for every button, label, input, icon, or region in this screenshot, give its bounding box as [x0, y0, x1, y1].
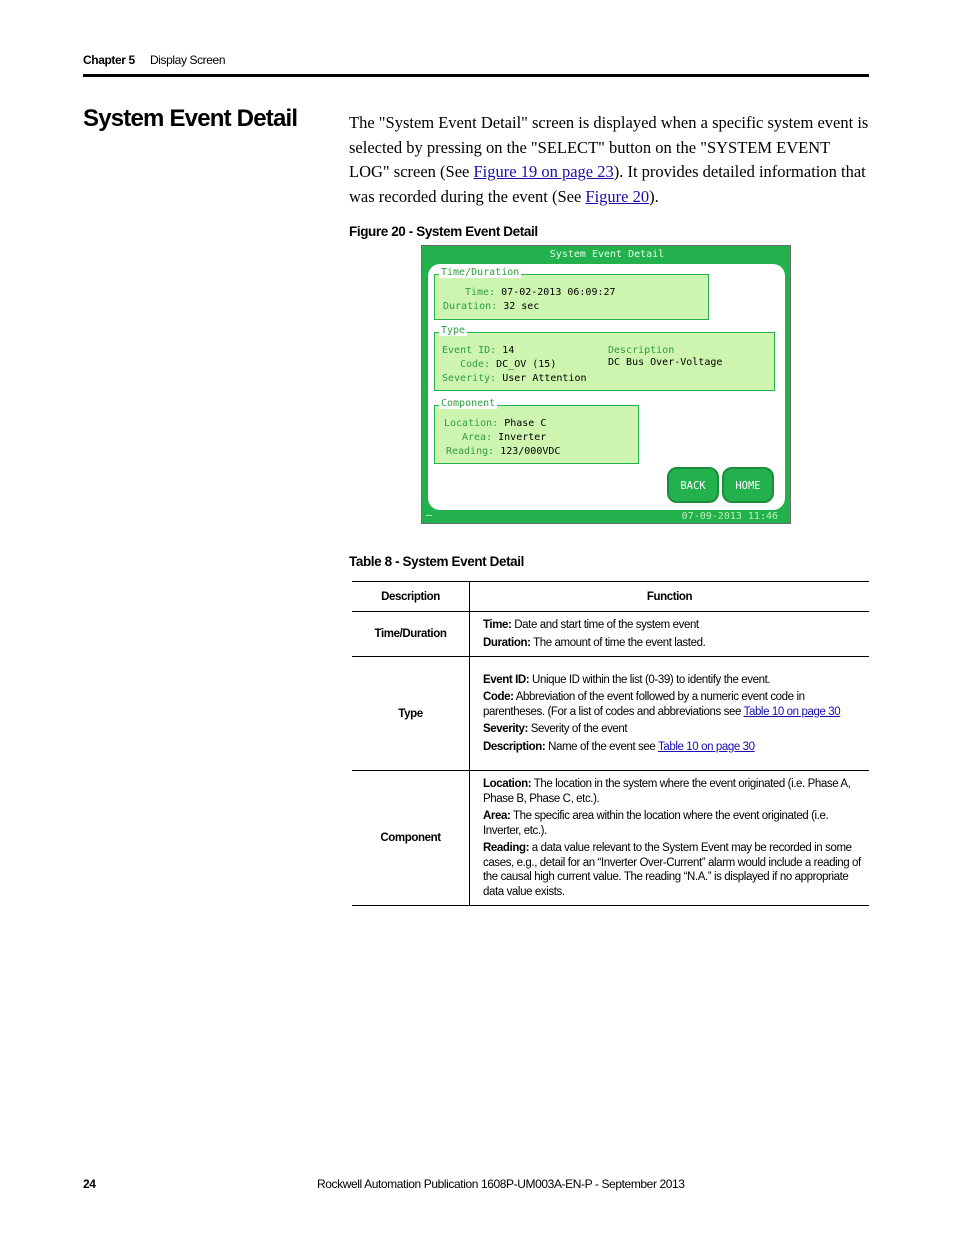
location-value: Phase C	[504, 418, 547, 429]
home-button[interactable]: HOME	[722, 467, 774, 503]
table-row	[352, 771, 869, 906]
screen-title: System Event Detail	[549, 249, 665, 260]
publication-info: Rockwell Automation Publication 1608P-UM003A-EN-P - September 2013	[317, 1177, 685, 1191]
item-term: Description:	[483, 740, 546, 753]
screen-panel	[428, 264, 785, 510]
header-rule	[83, 74, 869, 77]
item-text: The location in the system where the event originated (i.e. Phase A, Phase B, Phase C, etc.).	[483, 778, 851, 805]
intro-text-3: ).	[649, 186, 659, 206]
type-group	[434, 325, 775, 391]
item-text: The amount of time the event lasted.	[530, 636, 706, 649]
item-term: Severity:	[483, 723, 528, 736]
type-group-label: Type	[441, 325, 466, 336]
row-function	[470, 771, 870, 906]
section-title: System Event Detail	[83, 105, 298, 132]
header-function: Function	[470, 582, 870, 612]
duration-value: 32 sec	[503, 301, 540, 312]
row-function	[470, 612, 870, 657]
code-label: Code:	[460, 359, 491, 370]
status-bar-time: 07-09-2013 11:46	[681, 511, 778, 522]
time-duration-group	[434, 267, 709, 320]
table-10-link[interactable]: Table 10 on page 30	[743, 705, 841, 718]
reading-label: Reading:	[446, 446, 495, 457]
description-value: DC Bus Over-Voltage	[608, 357, 723, 368]
time-label: Time:	[465, 287, 496, 298]
item-text: Date and start time of the system event	[511, 619, 699, 631]
page-number: 24	[83, 1177, 96, 1191]
location-label: Location:	[444, 418, 499, 429]
reading-value: 123/000VDC	[500, 446, 561, 457]
item-text: Name of the event see	[545, 740, 658, 753]
item-term: Location:	[483, 778, 532, 790]
event-id-value: 14	[502, 345, 515, 356]
item-term: Area:	[483, 810, 511, 822]
event-id-label: Event ID:	[442, 345, 497, 356]
item-text: The specific area within the location where the event originated (i.e. Inverter, etc.).	[483, 810, 829, 837]
item-text: Severity of the event	[527, 723, 628, 736]
description-label: Description	[608, 345, 675, 356]
time-duration-group-label: Time/Duration	[441, 267, 520, 278]
component-group	[434, 398, 639, 464]
figure-20-link[interactable]: Figure 20	[585, 186, 650, 206]
system-event-detail-table	[352, 581, 869, 906]
back-button[interactable]: BACK	[667, 467, 719, 503]
item-term: Code:	[483, 691, 514, 704]
header-description: Description	[352, 582, 470, 612]
area-value: Inverter	[498, 432, 547, 443]
figure-caption: Figure 20 - System Event Detail	[349, 224, 538, 239]
item-text: Unique ID within the list (0-39) to identify the event.	[529, 673, 771, 686]
table-caption: Table 8 - System Event Detail	[349, 554, 524, 569]
row-description: Component	[352, 771, 470, 906]
item-text: Abbreviation of the event followed by a numeric event code in parentheses. (For a list of codes and abbreviations see	[483, 691, 805, 718]
table-row	[352, 657, 869, 771]
item-term: Duration:	[483, 636, 531, 649]
intro-text-2: ). It provides detailed information that was recorded during the event (See	[349, 162, 866, 206]
item-term: Reading:	[483, 842, 529, 854]
row-description: Type	[352, 657, 470, 771]
intro-paragraph	[349, 111, 869, 209]
table-header-row	[352, 582, 869, 612]
code-value: DC_OV (15)	[496, 359, 557, 370]
status-bar-dash: –	[426, 510, 433, 521]
area-label: Area:	[462, 432, 493, 443]
chapter-label: Chapter 5	[83, 53, 135, 67]
row-description: Time/Duration	[352, 612, 470, 657]
component-group-label: Component	[441, 398, 496, 409]
item-term: Time:	[483, 619, 512, 631]
table-row	[352, 612, 869, 657]
time-value: 07-02-2013 06:09:27	[501, 287, 616, 298]
figure-19-link[interactable]: Figure 19 on page 23	[473, 162, 614, 181]
severity-value: User Attention	[502, 373, 587, 384]
chapter-title: Display Screen	[150, 53, 226, 67]
item-text: a data value relevant to the System Event may be recorded in some cases, e.g., detail for an “Inverter Over-Current” alarm would include a reading of the causal high current value. The reading “N.A.” is displayed if no appropriate data value exists.	[483, 842, 861, 898]
table-10-link[interactable]: Table 10 on page 30	[658, 740, 755, 753]
intro-text-1: The "System Event Detail" screen is displayed when a specific system event is selected by pressing on the "SELECT" button on the "SYSTEM EVENT LOG" screen (See	[349, 113, 869, 181]
item-term: Event ID:	[483, 673, 530, 686]
duration-label: Duration:	[443, 301, 498, 312]
severity-label: Severity:	[442, 373, 497, 384]
row-function	[470, 657, 870, 771]
system-event-detail-screen	[421, 245, 791, 524]
